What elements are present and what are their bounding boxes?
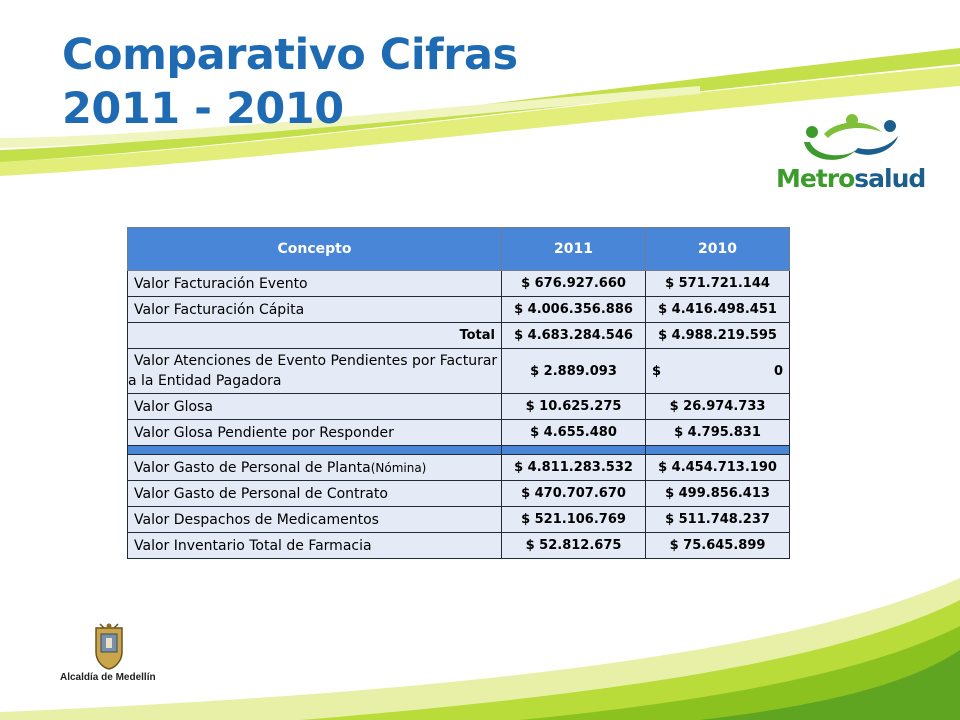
separator-cell (502, 446, 646, 455)
table-row (128, 297, 790, 323)
table-row-total (128, 323, 790, 349)
table-row (128, 481, 790, 507)
row-concept-text: Valor Gasto de Personal de Planta (134, 459, 371, 476)
row-value-2011: $ 4.655.480 (502, 420, 646, 446)
currency-value: 0 (773, 363, 783, 379)
alcaldia-logo (60, 622, 170, 688)
metrosalud-logo (776, 112, 926, 202)
row-value-2010: $ 75.645.899 (646, 533, 790, 559)
row-value-2010 (646, 349, 790, 394)
title-line-1: Comparativo Cifras (62, 30, 518, 80)
row-concept: Valor Facturación Cápita (128, 297, 502, 323)
row-value-2010: $ 4.454.713.190 (646, 455, 790, 481)
table-row (128, 533, 790, 559)
header-2011: 2011 (502, 228, 646, 271)
row-value-2010: $ 4.416.498.451 (646, 297, 790, 323)
row-concept: Valor Glosa (128, 394, 502, 420)
row-concept: Valor Facturación Evento (128, 271, 502, 297)
header-2010: 2010 (646, 228, 790, 271)
title-line-2: 2011 - 2010 (62, 84, 344, 134)
table-row (128, 455, 790, 481)
separator-cell (128, 446, 502, 455)
row-value-2011: $ 4.006.356.886 (502, 297, 646, 323)
row-value-2010: $ 571.721.144 (646, 271, 790, 297)
row-value-2011: $ 4.683.284.546 (502, 323, 646, 349)
row-value-2010: $ 499.856.413 (646, 481, 790, 507)
row-value-2011: $ 10.625.275 (502, 394, 646, 420)
row-concept-note: (Nómina) (370, 460, 427, 475)
row-value-2011: $ 521.106.769 (502, 507, 646, 533)
coat-of-arms-icon (92, 622, 126, 670)
comparison-table (127, 227, 790, 559)
row-value-2011: $ 676.927.660 (502, 271, 646, 297)
separator-cell (646, 446, 790, 455)
row-value-2010: $ 511.748.237 (646, 507, 790, 533)
row-concept: Valor Inventario Total de Farmacia (128, 533, 502, 559)
row-concept-total: Total (128, 323, 502, 349)
metrosalud-emblem-icon (794, 112, 904, 168)
page-title (62, 28, 518, 136)
row-concept: Valor Despachos de Medicamentos (128, 507, 502, 533)
row-value-2011: $ 470.707.670 (502, 481, 646, 507)
table-separator-row (128, 446, 790, 455)
row-value-2010: $ 26.974.733 (646, 394, 790, 420)
row-value-2011: $ 52.812.675 (502, 533, 646, 559)
table-header-row (128, 228, 790, 271)
row-value-2010: $ 4.988.219.595 (646, 323, 790, 349)
table-row (128, 394, 790, 420)
row-value-2010: $ 4.795.831 (646, 420, 790, 446)
alcaldia-label: Alcaldía de Medellín (60, 672, 156, 683)
row-concept: Valor Glosa Pendiente por Responder (128, 420, 502, 446)
row-concept: Valor Atenciones de Evento Pendientes por Facturar a la Entidad Pagadora (128, 349, 502, 394)
table-row (128, 349, 790, 394)
row-value-2011: $ 4.811.283.532 (502, 455, 646, 481)
table-row (128, 420, 790, 446)
metrosalud-wordmark: Metrosalud (776, 164, 926, 193)
row-value-2011: $ 2.889.093 (502, 349, 646, 394)
row-concept: Valor Gasto de Personal de Contrato (128, 481, 502, 507)
row-concept (128, 455, 502, 481)
header-concepto: Concepto (128, 228, 502, 271)
currency-symbol: $ (652, 363, 662, 379)
table-row (128, 271, 790, 297)
table-row (128, 507, 790, 533)
